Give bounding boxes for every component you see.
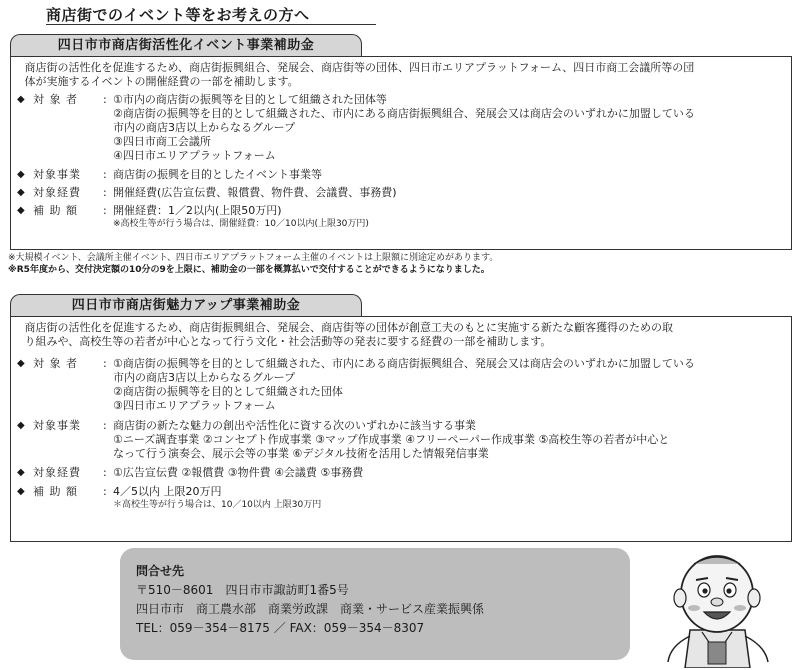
section1-box <box>10 56 792 250</box>
contact-title: 問合せ先 <box>136 564 185 578</box>
section2-project-row: ◆ 対象事業 : 商店街の新たな魅力の創出や活性化に資する次のいずれかに該当する事業 ①ニーズ調査事業 ②コンセプト作成事業 ③マップ作成事業 ④フリーペーパー作成事業 ⑤高校生等の若者が中心と なって行う演奏会、展示会等の事業 ⑥デジタル技術を活用した情報発信事業 <box>17 419 670 460</box>
section1-title: 四日市市商店街活性化イベント事業補助金 <box>10 34 362 57</box>
mascot-illustration <box>650 550 790 668</box>
bullet-diamond-icon: ◆ <box>17 169 25 180</box>
section1-project-row: ◆ 対象事業 : 商店街の振興を目的としたイベント事業等 <box>17 168 322 181</box>
bullet-diamond-icon: ◆ <box>17 420 25 431</box>
section1-note-1: ※大規模イベント、会議所主催イベント、四日市エリアプラットフォーム主催のイベントは上限額に別途定めがあります。 <box>8 253 499 263</box>
section1-target-row: ◆ 対 象 者 : ①市内の商店街の振興等を目的として組織された団体等 ②商店街の振興等を目的として組織された、市内にある商店街振興組合、発展会又は商店会のいずれかに加盟している 市内の商店3店以上からなるグループ ③四日市商工会議所 ④四日市エリアプラットフォーム <box>17 93 695 162</box>
section2-expense-row: ◆ 対象経費 : ①広告宣伝費 ②報償費 ③物件費 ④会議費 ⑤事務費 <box>17 466 364 479</box>
bullet-diamond-icon: ◆ <box>17 467 25 478</box>
bullet-diamond-icon: ◆ <box>17 358 25 369</box>
section1-description: 商店街の活性化を促進するため、商店街振興組合、発展会、商店街等の団体、四日市エリアプラットフォーム、四日市商工会議所等の団 体が実施するイベントの開催経費の一部を補助します。 <box>24 61 695 88</box>
section2-box <box>10 316 792 542</box>
page-title: 商店街でのイベント等をお考えの方へ <box>46 6 310 24</box>
bullet-diamond-icon: ◆ <box>17 94 25 105</box>
section2-description: 商店街の活性化を促進するため、商店街振興組合、発展会、商店街等の団体が創意工夫のもとに実施する新たな顧客獲得のための取 り組みや、高校生等の若者が中心となって行う文化・社会活動等の発表に要する経費の一部を補助します。 <box>24 321 674 348</box>
section2-title: 四日市市商店街魅力アップ事業補助金 <box>10 294 362 317</box>
section1-amount-row: ◆ 補 助 額 : 開催経費：1／2以内(上限50万円) ※高校生等が行う場合は、開催経費：10／10以内(上限30万円) <box>17 204 369 229</box>
section1-note-2: ※R5年度から、交付決定額の10分の9を上限に、補助金の一部を概算払いで交付することができるようになりました。 <box>8 265 490 275</box>
section2-target-row: ◆ 対 象 者 : ①商店街の振興等を目的として組織された、市内にある商店街振興組合、発展会又は商店会のいずれかに加盟している 市内の商店3店以上からなるグループ ②商店街の振興等を目的として組織された団体 ③四日市エリアプラットフォーム <box>17 357 695 412</box>
title-underline <box>46 24 376 25</box>
bullet-diamond-icon: ◆ <box>17 486 25 497</box>
section2-amount-row: ◆ 補 助 額 : 4／5以内 上限20万円 ＊高校生等が行う場合は、10／10以内 上限30万円 <box>17 485 322 510</box>
contact-postal: 〒510－8601 四日市市諏訪町1番5号 <box>136 583 349 597</box>
contact-phone: TEL：059－354－8175 ／ FAX：059－354－8307 <box>136 621 425 635</box>
bullet-diamond-icon: ◆ <box>17 205 25 216</box>
bullet-diamond-icon: ◆ <box>17 187 25 198</box>
contact-box <box>120 548 630 660</box>
contact-department: 四日市市 商工農水部 商業労政課 商業・サービス産業振興係 <box>136 602 485 616</box>
section1-expense-row: ◆ 対象経費 : 開催経費(広告宣伝費、報償費、物件費、会議費、事務費) <box>17 186 397 199</box>
